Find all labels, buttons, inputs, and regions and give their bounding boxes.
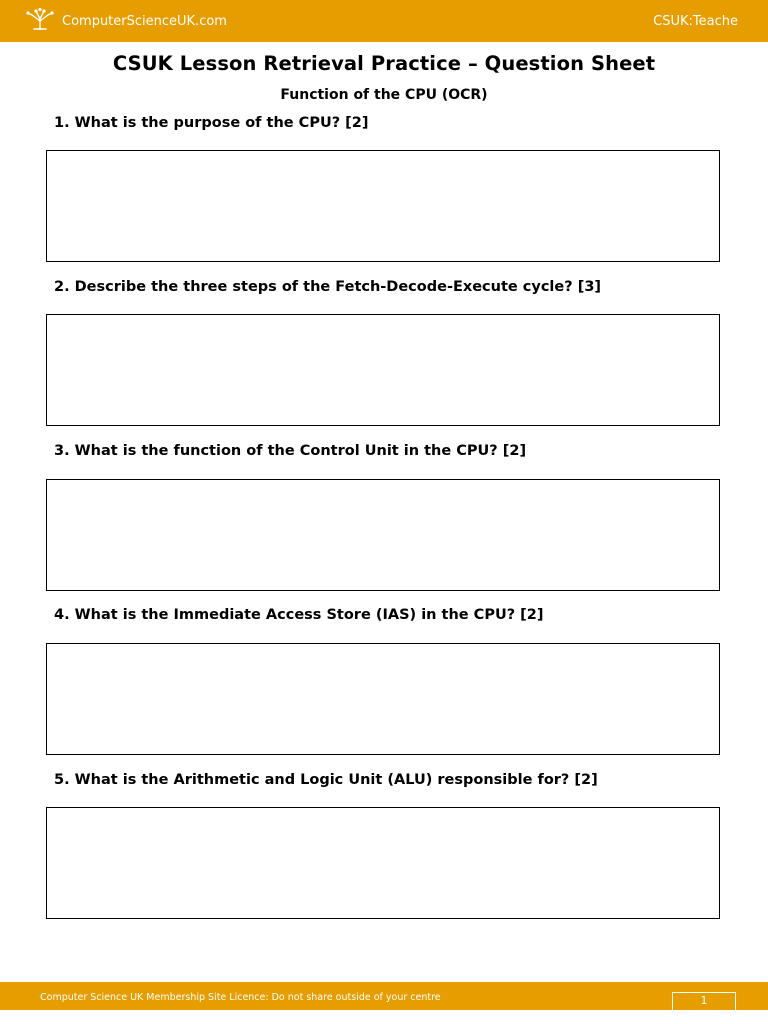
answer-box-1[interactable] [46, 150, 720, 262]
question-2: 2. Describe the three steps of the Fetch-Decode-Execute cycle? [3] [54, 279, 602, 295]
brand[interactable] [24, 7, 227, 35]
brand-text: ComputerScienceUK.com [62, 13, 227, 29]
page-header [0, 0, 768, 42]
answer-box-4[interactable] [46, 643, 720, 755]
answer-box-5[interactable] [46, 807, 720, 919]
page-number: 1 [672, 992, 736, 1010]
question-1: 1. What is the purpose of the CPU? [2] [54, 115, 369, 131]
answer-box-3[interactable] [46, 479, 720, 591]
header-tag: CSUK:Teache [653, 13, 738, 29]
tree-logo-icon [24, 7, 56, 35]
page-subtitle: Function of the CPU (OCR) [280, 87, 488, 103]
question-3: 3. What is the function of the Control Unit in the CPU? [2] [54, 443, 527, 459]
question-5: 5. What is the Arithmetic and Logic Unit (ALU) responsible for? [2] [54, 772, 598, 788]
footer-licence: Computer Science UK Membership Site Licence: Do not share outside of your centre [40, 992, 441, 1003]
question-4: 4. What is the Immediate Access Store (IAS) in the CPU? [2] [54, 607, 544, 623]
answer-box-2[interactable] [46, 314, 720, 426]
page-title: CSUK Lesson Retrieval Practice – Question Sheet [112, 52, 656, 75]
